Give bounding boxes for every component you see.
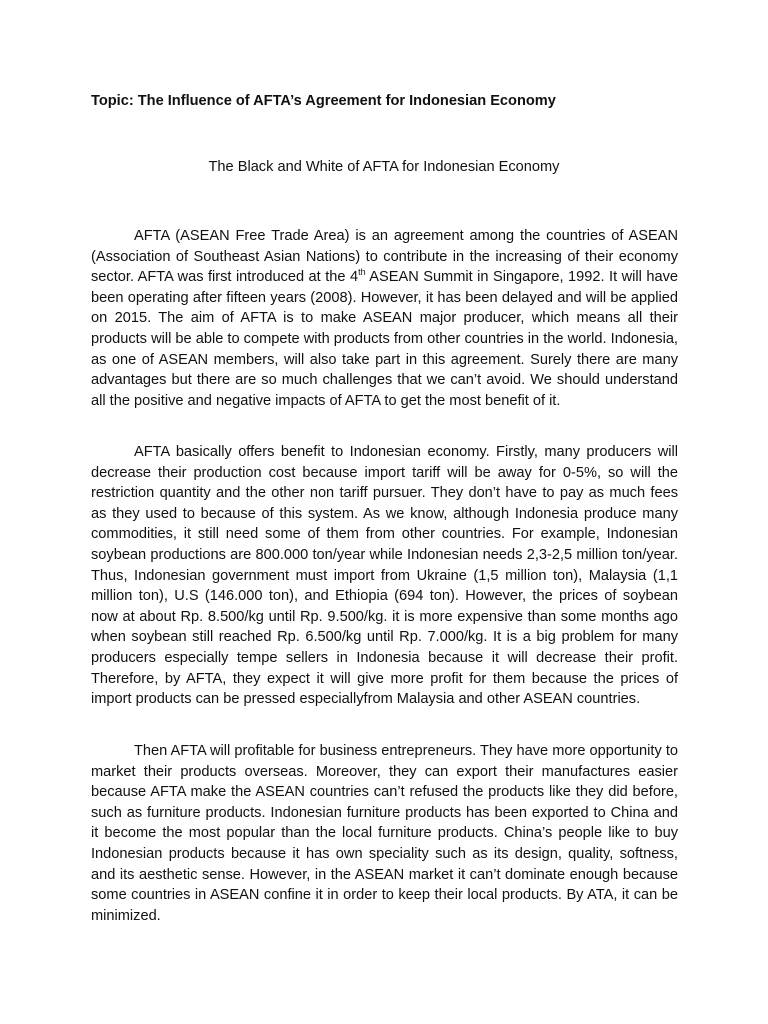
superscript-ordinal: th	[358, 267, 366, 278]
paragraph-1-text-start: AFTA (ASEAN Free Trade Area) is an agreement among the countries of ASEAN (Association of Southeast Asian Nations) to contribute in the increasing of their economy sector. AFTA was first introduced at the 4	[91, 228, 678, 286]
essay-title: The Black and White of AFTA for Indonesian Economy	[208, 159, 560, 175]
paragraph-3: Then AFTA will profitable for business entrepreneurs. They have more opportunity to market their products overseas. Moreover, they can export their manufactures easier because AFTA make the ASEAN countries can’t refused the products like they did before, such as furniture products. Indonesian furniture products has been exported to China and it become the most popular than the local furniture products. China’s people like to buy Indonesian products because it has own speciality such as its design, quality, softness, and its aesthetic sense. However, in the ASEAN market it can’t dominate enough because some countries in ASEAN confine it in order to keep their local products. By ATA, it can be minimized.	[91, 743, 678, 924]
paragraph-2: AFTA basically offers benefit to Indonesian economy. Firstly, many producers will decrease their production cost because import tariff will be away for 0-5%, so will the restriction quantity and the other non tariff pursuer. They don’t have to pay as much fees as they used to because of this system. As we know, although Indonesia produce many commodities, it still need some of them from other countries. For example, Indonesian soybean productions are 800.000 ton/year while Indonesian needs 2,3-2,5 million ton/year. Thus, Indonesian government must import from Ukraine (1,5 million ton), Malaysia (1,1 million ton), U.S (146.000 ton), and Ethiopia (694 ton). However, the prices of soybean now at about Rp. 8.500/kg until Rp. 9.500/kg. it is more expensive than some months ago when soybean still reached Rp. 6.500/kg until Rp. 7.000/kg. It is a big problem for many producers especially tempe sellers in Indonesia because it will decrease their profit. Therefore, by AFTA, they expect it will give more profit for them because the prices of import products can be pressed especiallyfrom Malaysia and other ASEAN countries.	[91, 444, 678, 708]
topic-heading: Topic: The Influence of AFTA’s Agreement for Indonesian Economy	[91, 93, 556, 109]
paragraph-1	[91, 226, 678, 411]
paragraph-1-text-end: ASEAN Summit in Singapore, 1992. It will have been operating after fifteen years (2008). However, it has been delayed and will be applied on 2015. The aim of AFTA is to make ASEAN major producer, which means all their products will be able to compete with products from other countries in the world. Indonesia, as one of ASEAN members, will also take part in this agreement. Surely there are many advantages but there are so much challenges that we can’t avoid. We should understand all the positive and negative impacts of AFTA to get the most benefit of it.	[91, 269, 678, 409]
